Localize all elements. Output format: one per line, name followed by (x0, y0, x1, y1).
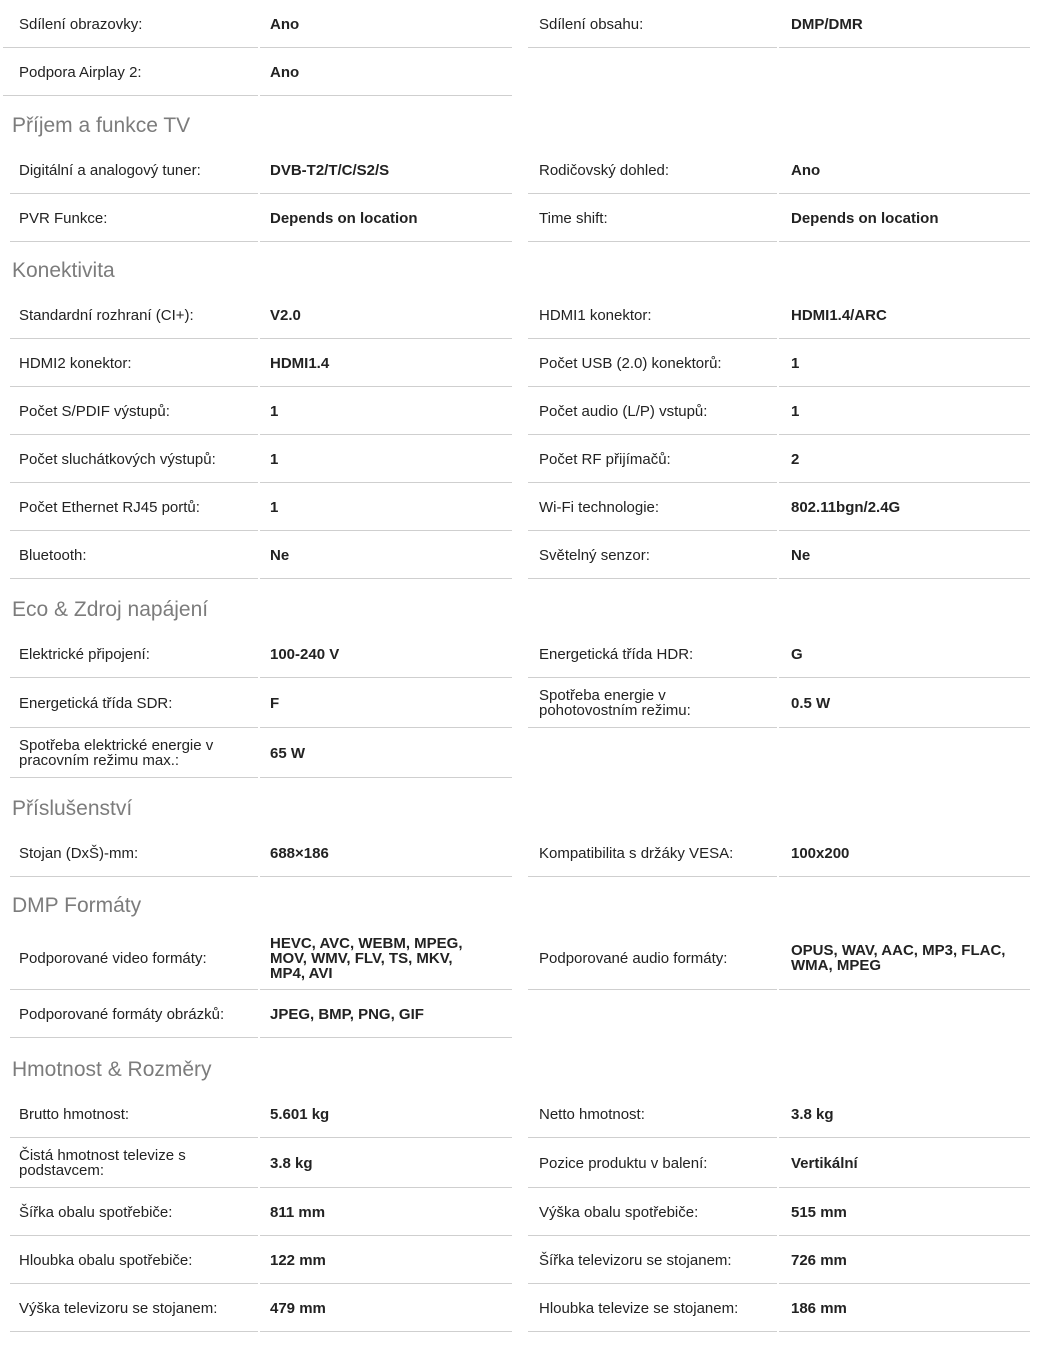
spec-label: Elektrické připojení: (19, 645, 150, 663)
spec-row-podporovane-formaty-obrazku (0, 990, 1051, 1038)
section-title: Příjem a funkce TV (12, 114, 191, 137)
spec-value: V2.0 (270, 306, 301, 324)
spec-label: Bluetooth: (19, 546, 87, 564)
spec-value: 515 mm (791, 1203, 847, 1221)
spec-value: 726 mm (791, 1251, 847, 1269)
spec-label: Světelný senzor: (539, 546, 650, 564)
spec-label: Podporované formáty obrázků: (19, 1005, 225, 1023)
spec-label: Výška obalu spotřebiče: (539, 1203, 699, 1221)
spec-label: Sdílení obsahu: (539, 15, 644, 33)
spec-label: Počet S/PDIF výstupů: (19, 402, 170, 420)
spec-label: Hloubka obalu spotřebiče: (19, 1251, 193, 1269)
spec-value: Ne (270, 546, 290, 564)
spec-row-time-shift (0, 194, 1051, 242)
spec-label: Počet Ethernet RJ45 portů: (19, 498, 200, 516)
row-divider (528, 578, 777, 579)
spec-label: Podporované video formáty: (19, 949, 207, 967)
section-title: DMP Formáty (12, 894, 142, 917)
spec-label: Energetická třída HDR: (539, 645, 694, 663)
spec-label: Rodičovský dohled: (539, 161, 670, 179)
spec-label: Brutto hmotnost: (19, 1105, 130, 1123)
spec-row-netto-hmotnost (0, 1090, 1051, 1138)
spec-label: Spotřeba energie v pohotovostním režimu: (539, 687, 691, 719)
spec-value: HDMI1.4 (270, 354, 330, 372)
row-divider (528, 241, 777, 242)
spec-label: Šířka obalu spotřebiče: (19, 1203, 173, 1221)
spec-value: 5.601 kg (270, 1105, 330, 1123)
spec-row-podpora-airplay-2 (0, 48, 1051, 96)
spec-value: OPUS, WAV, AAC, MP3, FLAC, WMA, MPEG (791, 942, 1006, 974)
section-title: Příslušenství (12, 797, 133, 820)
spec-label: Netto hmotnost: (539, 1105, 645, 1123)
spec-label: Čistá hmotnost televize s podstavcem: (19, 1147, 186, 1179)
spec-value: Ano (270, 15, 300, 33)
row-divider (10, 777, 258, 778)
spec-label: Výška televizoru se stojanem: (19, 1299, 218, 1317)
spec-label: Wi-Fi technologie: (539, 498, 660, 516)
spec-value: 100x200 (791, 844, 850, 862)
spec-row-svetelny-senzor (0, 531, 1051, 579)
section-title: Hmotnost & Rozměry (12, 1058, 212, 1081)
row-divider (779, 1331, 1030, 1332)
spec-label: HDMI1 konektor: (539, 306, 652, 324)
spec-value: F (270, 694, 280, 712)
spec-value: 479 mm (270, 1299, 326, 1317)
spec-row-wi-fi-technologie (0, 483, 1051, 531)
row-divider (260, 95, 512, 96)
row-divider (10, 1037, 258, 1038)
spec-value: HEVC, AVC, WEBM, MPEG, MOV, WMV, FLV, TS, MKV, MP4, AVI (270, 934, 463, 982)
spec-row-hdmi1-konektor (0, 291, 1051, 339)
spec-row-podporovane-audio-formaty (0, 926, 1051, 990)
spec-label: Podporované audio formáty: (539, 949, 728, 967)
spec-row-spotreba-elektricke-energie-v-pracovnim-rezimu-max (0, 728, 1051, 778)
spec-row-vyska-obalu-spotrebice (0, 1188, 1051, 1236)
spec-row-pocet-rf-prijimacu (0, 435, 1051, 483)
spec-label: Počet sluchátkových výstupů: (19, 450, 216, 468)
spec-row-pocet-usb-2-0-konektoru (0, 339, 1051, 387)
spec-row-hloubka-televize-se-stojanem (0, 1284, 1051, 1332)
spec-label: Počet audio (L/P) vstupů: (539, 402, 708, 420)
spec-value: Ano (270, 63, 300, 81)
spec-label: Standardní rozhraní (CI+): (19, 306, 194, 324)
spec-row-pocet-audio-l-p-vstupu (0, 387, 1051, 435)
spec-row-kompatibilita-s-drzaky-vesa (0, 829, 1051, 877)
row-divider (779, 578, 1030, 579)
spec-label: Kompatibilita s držáky VESA: (539, 844, 734, 862)
spec-row-rodicovsky-dohled (0, 146, 1051, 194)
spec-label: Stojan (DxŠ)-mm: (19, 844, 139, 862)
spec-value: 802.11bgn/2.4G (791, 498, 901, 516)
spec-row-spotreba-energie-v-pohotovostnim-rezimu (0, 678, 1051, 728)
spec-label: Počet RF přijímačů: (539, 450, 671, 468)
spec-value: 2 (791, 450, 800, 468)
spec-value: 1 (270, 402, 279, 420)
spec-label: Podpora Airplay 2: (19, 63, 142, 81)
spec-label: Time shift: (539, 209, 608, 227)
spec-label: Počet USB (2.0) konektorů: (539, 354, 722, 372)
spec-label: PVR Funkce: (19, 209, 108, 227)
spec-row-energeticka-trida-hdr (0, 630, 1051, 678)
spec-value: DVB-T2/T/C/S2/S (270, 161, 390, 179)
spec-label: Sdílení obrazovky: (19, 15, 143, 33)
row-divider (779, 876, 1030, 877)
spec-label: Spotřeba elektrické energie v pracovním režimu max.: (19, 737, 214, 769)
spec-value: Ano (791, 161, 821, 179)
spec-label: Pozice produktu v balení: (539, 1154, 708, 1172)
row-divider (260, 1037, 512, 1038)
spec-value: Vertikální (791, 1154, 858, 1172)
spec-value: DMP/DMR (791, 15, 863, 33)
spec-value: G (791, 645, 803, 663)
spec-value: 1 (791, 354, 800, 372)
spec-value: Depends on location (270, 209, 418, 227)
spec-row-sirka-televizoru-se-stojanem (0, 1236, 1051, 1284)
row-divider (3, 95, 258, 96)
spec-value: 0.5 W (791, 694, 831, 712)
spec-value: 65 W (270, 744, 306, 762)
section-title: Eco & Zdroj napájení (12, 598, 209, 621)
spec-value: 1 (791, 402, 800, 420)
spec-row-pozice-produktu-v-baleni (0, 1138, 1051, 1188)
spec-label: Hloubka televize se stojanem: (539, 1299, 739, 1317)
spec-label: HDMI2 konektor: (19, 354, 132, 372)
spec-value: 688×186 (270, 844, 329, 862)
spec-row-sdileni-obsahu (0, 0, 1051, 48)
row-divider (779, 241, 1030, 242)
spec-value: JPEG, BMP, PNG, GIF (270, 1005, 424, 1023)
spec-value: 122 mm (270, 1251, 326, 1269)
row-divider (528, 1331, 777, 1332)
spec-value: 811 mm (270, 1203, 326, 1221)
spec-value: 1 (270, 498, 279, 516)
section-title: Konektivita (12, 259, 115, 282)
row-divider (260, 777, 512, 778)
spec-value: HDMI1.4/ARC (791, 306, 887, 324)
spec-value: 100-240 V (270, 645, 340, 663)
spec-label: Energetická třída SDR: (19, 694, 173, 712)
spec-value: 3.8 kg (270, 1154, 313, 1172)
spec-value: Ne (791, 546, 811, 564)
spec-label: Šířka televizoru se stojanem: (539, 1251, 732, 1269)
spec-label: Digitální a analogový tuner: (19, 161, 201, 179)
spec-value: 1 (270, 450, 279, 468)
spec-value: 3.8 kg (791, 1105, 834, 1123)
spec-value: Depends on location (791, 209, 939, 227)
spec-value: 186 mm (791, 1299, 847, 1317)
row-divider (528, 876, 777, 877)
